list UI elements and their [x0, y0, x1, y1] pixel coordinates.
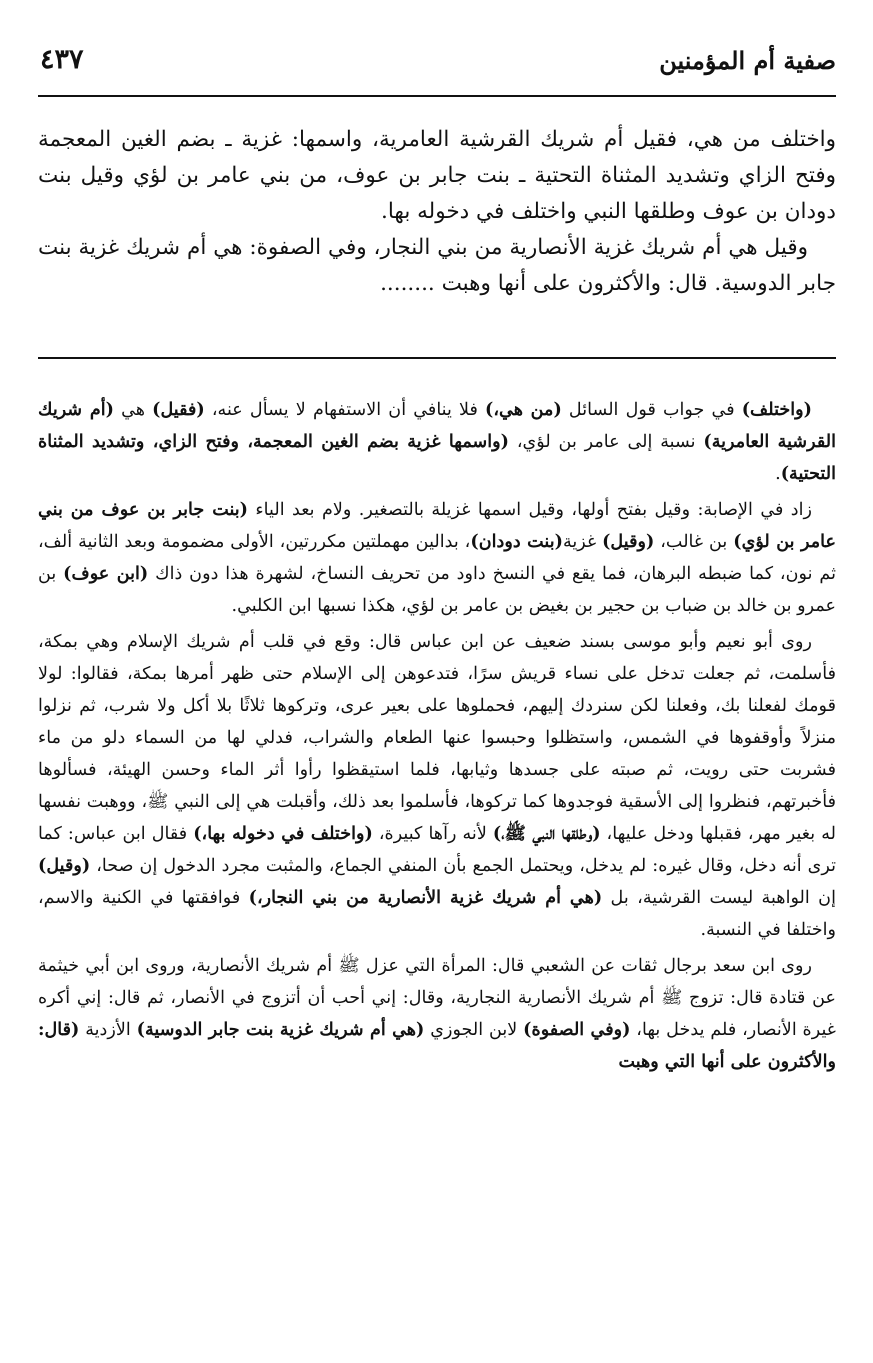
commentary-text: غزية	[562, 532, 603, 552]
commentary-text: إن الواهبة ليست القرشية، بل	[602, 888, 836, 908]
commentary-text: الأزدية	[79, 1020, 137, 1040]
quoted-term: (بنت جابر بن عوف من بني عامر بن لؤي)	[38, 499, 836, 552]
quoted-term: (واسمها غزية بضم الغين المعجمة، وفتح الزاي، وتشديد المثناة التحتية)	[38, 431, 836, 484]
main-paragraph: وقيل هي أم شريك غزية الأنصارية من بني النجار، وفي الصفوة: هي أم شريك غزية بنت جابر الدوسية. قال: والأكثرون على أنها وهبت ........	[38, 235, 836, 296]
quoted-term: (واختلف)	[741, 399, 812, 420]
commentary-text: ، بدالين مهملتين مكررتين، الأولى مضمومة وبعد الثانية ألف، ثم نون، كما ضبطه البرهان، فما يقع في النسخ داود من تحريف النساخ، لشهرة هذا دون ذاك	[38, 532, 836, 584]
page-header	[40, 46, 836, 86]
quoted-term: (وطلقها النبي ﷺ،)	[492, 823, 601, 844]
commentary-text: بن غالب،	[654, 532, 734, 552]
commentary-text: فوافقتها في الكنية والاسم، واختلفا في النسبة.	[38, 888, 836, 940]
commentary-text: نسبة إلى عامر بن لؤي،	[509, 432, 704, 452]
commentary-paragraph	[38, 950, 836, 1078]
main-text	[38, 122, 836, 302]
commentary-text: لابن الجوزي	[424, 1020, 524, 1040]
commentary-text: في جواب قول السائل	[561, 400, 742, 420]
quoted-term: (فقيل)	[152, 399, 205, 420]
commentary-text: فقال ابن عباس: كما ترى أنه دخل، وقال غيره: لم يدخل، ويحتمل الجمع بأن المنفي الجماع، والمثبت مجرد الدخول إن صحا،	[38, 824, 836, 876]
quoted-term: (من هي،)	[485, 399, 562, 420]
commentary	[38, 394, 836, 1082]
commentary-text: بن عمرو بن خالد بن ضباب بن حجير بن بغيض بن عامر بن لؤي، هكذا نسبها ابن الكلبي.	[38, 564, 836, 616]
quoted-term: (واختلف في دخوله بها،)	[193, 823, 373, 844]
quoted-term: (بنت دودان)	[470, 531, 563, 552]
quoted-term: (هي أم شريك غزية بنت جابر الدوسية)	[136, 1019, 425, 1040]
quoted-term: (وقيل)	[602, 531, 655, 552]
commentary-text: روى ابن سعد برجال ثقات عن الشعبي قال: المرأة التي عزل ﷺ أم شريك الأنصارية، وروى ابن أبي خيثمة عن قتادة قال: تزوج ﷺ أم شريك الأنصارية النجارية، وقال: إني أحب أن أتزوج في الأنصار، ثم قال: إني أكره غيرة الأنصار، فلم يدخل بها،	[38, 956, 836, 1040]
commentary-text: زاد في الإصابة: وقيل بفتح أولها، وقيل اسمها غزيلة بالتصغير. ولام بعد الياء	[248, 500, 812, 520]
commentary-text: لأنه رآها كبيرة،	[372, 824, 493, 844]
commentary-text: هي	[113, 400, 153, 420]
commentary-text: .	[775, 464, 781, 484]
running-title: صفية أم المؤمنين	[659, 46, 836, 75]
header-rule	[38, 95, 836, 97]
commentary-paragraph	[38, 494, 836, 622]
quoted-term: (وفي الصفوة)	[523, 1019, 631, 1040]
commentary-paragraph	[38, 626, 836, 946]
quoted-term: (أم شريك القرشية العامرية)	[38, 399, 836, 452]
commentary-text: فلا ينافي أن الاستفهام لا يسأل عنه،	[204, 400, 486, 420]
quoted-term: (قال: والأكثرون على أنها التي وهبت	[38, 1019, 836, 1072]
commentary-paragraph	[38, 394, 836, 490]
page-number: ٤٣٧	[40, 44, 84, 75]
quoted-term: (وقيل)	[38, 855, 91, 876]
quoted-term: (ابن عوف)	[63, 563, 149, 584]
commentary-divider	[38, 357, 836, 359]
quoted-term: (هي أم شريك غزية الأنصارية من بني النجار،)	[248, 887, 603, 908]
commentary-text: روى أبو نعيم وأبو موسى بسند ضعيف عن ابن عباس قال: وقع في قلب أم شريك الإسلام وهي بمكة، فأسلمت، ثم جعلت تدخل على نساء قريش سرًا، فتدعوهن إلى الإسلام حتى ظهر أمرها بمكة، فقالوا: لولا قومك لفعلنا بك، وفعلنا لكن سنردك إليهم، فحملوها على بعير عرى، وتركوها ثلاثًا بلا أكل ولا شرب، ثم نزلوا منزلاً وأوقفوها في الشمس، واستظلوا وحبسوا عنها الطعام والشراب، فدلي لها من السماء دلو من ماء فشربت حتى رويت، ثم صبته على جسدها وثيابها، فلما استيقظوا رأوا أثر الماء وحسن الهيئة، فسألوها فأخبرتهم، فنظروا إلى الأسقية فوجدوها كما تركوها، فأسلموا بعد ذلك، وأقبلت هي إلى النبي ﷺ، ووهبت نفسها له بغير مهر، فقبلها ودخل عليها،	[38, 632, 836, 844]
main-paragraph: واختلف من هي، فقيل أم شريك القرشية العامرية، واسمها: غزية ـ بضم الغين المعجمة وفتح الزاي وتشديد المثناة التحتية ـ بنت جابر بن عوف، من بني عامر بن لؤي وقيل بنت دودان بن عوف وطلقها النبي واختلف في دخوله بها.	[38, 127, 836, 224]
